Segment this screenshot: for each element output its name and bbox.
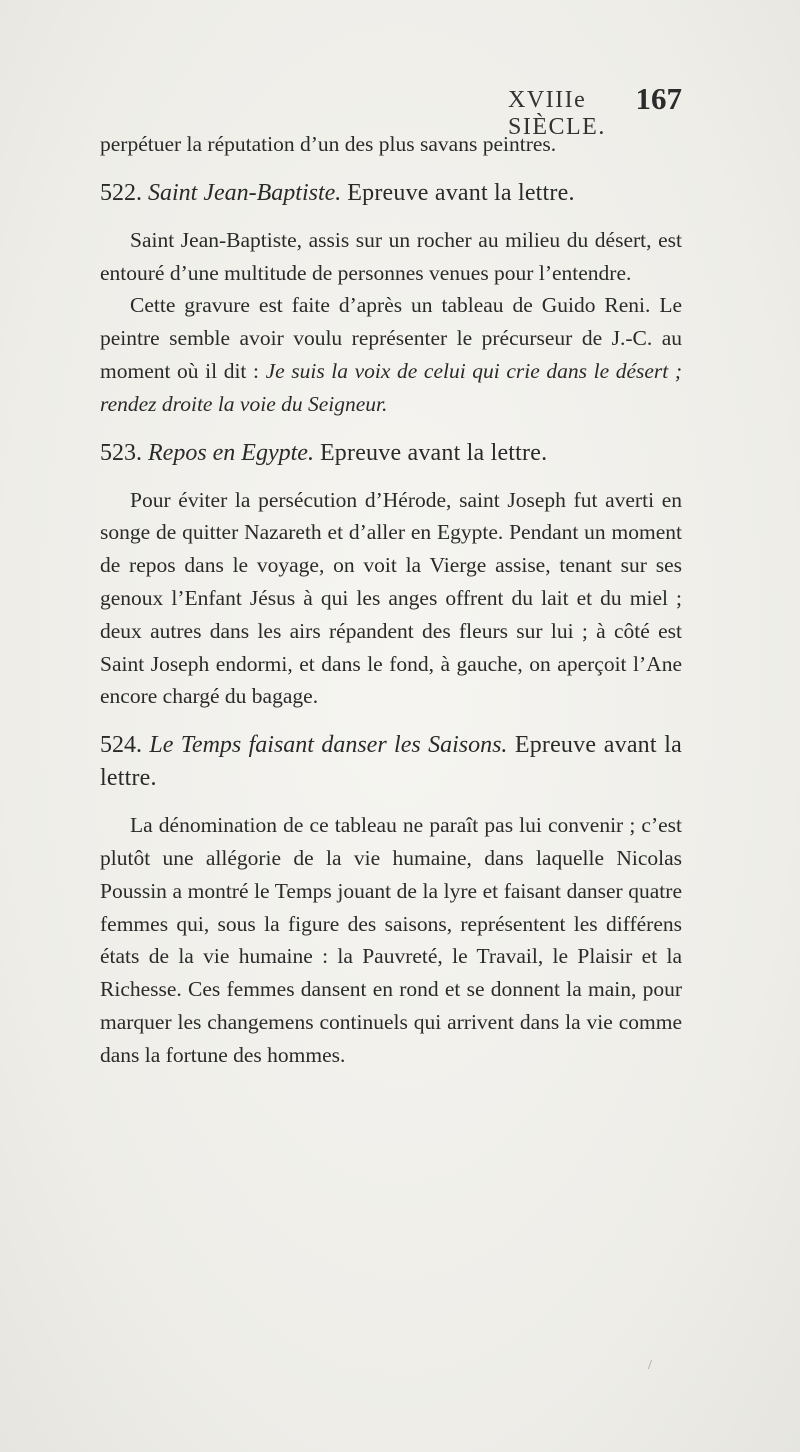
entry-note: Epreuve avant la lettre. [100,732,683,792]
entry-quote: Je suis la voix de celui qui crie dans le désert ; rendez droite la voie du Seigneur. [100,358,683,416]
page-number: 167 [635,81,682,116]
entry-title: Repos en Egypte. [148,439,314,466]
entry-heading [100,729,682,795]
entry-title: Le Temps faisant danser les Saisons. [149,732,508,759]
entry-note: Epreuve avant la lettre. [347,179,575,206]
entry-heading [100,437,682,470]
entry-number: 523. [100,439,142,466]
entry-paragraph: La dénomination de ce tableau ne paraît pas lui convenir ; c’est plutôt une allégorie de la vie humaine, dans laquelle Nicolas Poussin a montré le Temps jouant de la lyre et faisant danser quatre femmes qui, sous la figure des saisons, représentent les différens états de la vie humaine : la Pauvreté, le Travail, le Plaisir et la Richesse. Ces femmes dansent en rond et se donnent la main, pour marquer les changemens continuels qui arrivent dans la vie comme dans la fortune des hommes. [100,813,682,1067]
entry-note: Epreuve avant la lettre. [319,439,548,466]
entry-paragraph-text: Cette gravure est faite d’après un tableau de Guido Reni. Le peintre semble avoir voulu représenter le précurseur de J.-C. au moment où il dit : [100,293,682,383]
entry-number: 522. [100,179,142,206]
entry-title: Saint Jean-Baptiste. [148,179,342,206]
entry-number: 524. [100,732,142,759]
entry-paragraph: Saint Jean-Baptiste, assis sur un rocher au milieu du désert, est entouré d’une multitude de personnes venues pour l’entendre. [100,227,682,285]
page-header [100,81,682,140]
catalog-entry-524 [100,729,682,1071]
running-head: XVIIIe SIÈCLE. [508,87,606,140]
page-body [100,128,682,1072]
catalog-entry-522 [100,177,682,421]
entry-heading [100,177,682,210]
stray-pencil-mark: / [648,1358,652,1373]
entry-paragraph: Pour éviter la persécution d’Hérode, saint Joseph fut averti en songe de quitter Nazareth et d’aller en Egypte. Pendant un moment de repos dans le voyage, on voit la Vierge assise, tenant sur ses genoux l’Enfant Jésus à qui les anges offrent du lait et du miel ; deux autres dans les airs répandent des fleurs sur lui ; à côté est Saint Joseph endormi, et dans le fond, à gauche, on aperçoit l’Ane encore chargé du bagage. [100,487,682,709]
continued-text: perpétuer la réputation d’un des plus savans peintres. [100,132,557,156]
entry-paragraph [100,289,682,420]
catalog-entry-523 [100,437,682,714]
